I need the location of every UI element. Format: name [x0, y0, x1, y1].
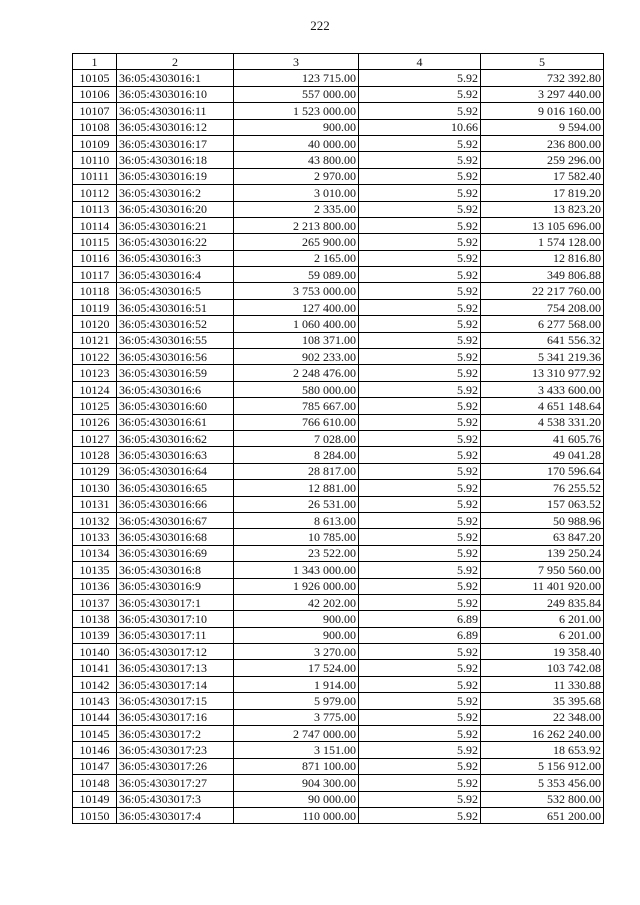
cadastral-number-cell: 36:05:4303017:12: [117, 644, 234, 660]
value-cell: 9 016 160.00: [481, 103, 604, 119]
cadastral-number-cell: 36:05:4303016:18: [117, 152, 234, 168]
row-number-cell: 10124: [73, 381, 117, 397]
area-cell: 59 089.00: [234, 267, 359, 283]
area-cell: 17 524.00: [234, 660, 359, 676]
area-cell: 7 028.00: [234, 430, 359, 446]
area-cell: 10 785.00: [234, 529, 359, 545]
rate-cell: 5.92: [359, 86, 481, 102]
rate-cell: 5.92: [359, 447, 481, 463]
table-row: [73, 709, 604, 725]
table-row: [73, 316, 604, 332]
row-number-cell: 10116: [73, 250, 117, 266]
cadastral-number-cell: 36:05:4303017:13: [117, 660, 234, 676]
rate-cell: 6.89: [359, 627, 481, 643]
rate-cell: 5.92: [359, 217, 481, 233]
row-number-cell: 10129: [73, 463, 117, 479]
rate-cell: 5.92: [359, 742, 481, 758]
cadastral-number-cell: 36:05:4303016:62: [117, 430, 234, 446]
cadastral-number-cell: 36:05:4303017:27: [117, 775, 234, 791]
area-cell: 2 335.00: [234, 201, 359, 217]
row-number-cell: 10120: [73, 316, 117, 332]
value-cell: 3 297 440.00: [481, 86, 604, 102]
row-number-cell: 10113: [73, 201, 117, 217]
rate-cell: 5.92: [359, 234, 481, 250]
table-row: [73, 758, 604, 774]
rate-cell: 5.92: [359, 267, 481, 283]
rate-cell: 5.92: [359, 644, 481, 660]
table-row: [73, 201, 604, 217]
value-cell: 6 277 568.00: [481, 316, 604, 332]
area-cell: 871 100.00: [234, 758, 359, 774]
area-cell: 904 300.00: [234, 775, 359, 791]
table-row: [73, 529, 604, 545]
cadastral-number-cell: 36:05:4303016:61: [117, 414, 234, 430]
table-row: [73, 447, 604, 463]
area-cell: 3 775.00: [234, 709, 359, 725]
table-body: [73, 70, 604, 824]
area-cell: 265 900.00: [234, 234, 359, 250]
table-row: [73, 791, 604, 807]
row-number-cell: 10119: [73, 299, 117, 315]
table-row: [73, 480, 604, 496]
row-number-cell: 10105: [73, 70, 117, 86]
table-row: [73, 414, 604, 430]
rate-cell: 5.92: [359, 562, 481, 578]
rate-cell: 5.92: [359, 201, 481, 217]
rate-cell: 5.92: [359, 693, 481, 709]
area-cell: 3 151.00: [234, 742, 359, 758]
area-cell: 2 970.00: [234, 168, 359, 184]
row-number-cell: 10147: [73, 758, 117, 774]
value-cell: 157 063.52: [481, 496, 604, 512]
value-cell: 50 988.96: [481, 512, 604, 528]
table-row: [73, 430, 604, 446]
table-row: [73, 611, 604, 627]
rate-cell: 5.92: [359, 299, 481, 315]
value-cell: 4 538 331.20: [481, 414, 604, 430]
row-number-cell: 10146: [73, 742, 117, 758]
rate-cell: 5.92: [359, 70, 481, 86]
table-row: [73, 103, 604, 119]
cadastral-number-cell: 36:05:4303017:26: [117, 758, 234, 774]
table-row: [73, 267, 604, 283]
table-row: [73, 381, 604, 397]
cadastral-number-cell: 36:05:4303016:1: [117, 70, 234, 86]
cadastral-number-cell: 36:05:4303016:2: [117, 185, 234, 201]
area-cell: 123 715.00: [234, 70, 359, 86]
row-number-cell: 10131: [73, 496, 117, 512]
column-header-1: 1: [73, 54, 117, 70]
row-number-cell: 10145: [73, 726, 117, 742]
table-row: [73, 726, 604, 742]
rate-cell: 5.92: [359, 349, 481, 365]
table-row: [73, 168, 604, 184]
value-cell: 35 395.68: [481, 693, 604, 709]
value-cell: 6 201.00: [481, 611, 604, 627]
row-number-cell: 10125: [73, 398, 117, 414]
area-cell: 557 000.00: [234, 86, 359, 102]
table-row: [73, 299, 604, 315]
cadastral-value-table: [72, 53, 604, 824]
table-row: [73, 365, 604, 381]
row-number-cell: 10132: [73, 512, 117, 528]
cadastral-number-cell: 36:05:4303016:6: [117, 381, 234, 397]
cadastral-number-cell: 36:05:4303017:15: [117, 693, 234, 709]
area-cell: 580 000.00: [234, 381, 359, 397]
cadastral-number-cell: 36:05:4303016:64: [117, 463, 234, 479]
table-row: [73, 594, 604, 610]
rate-cell: 10.66: [359, 119, 481, 135]
value-cell: 3 433 600.00: [481, 381, 604, 397]
row-number-cell: 10106: [73, 86, 117, 102]
cadastral-number-cell: 36:05:4303016:60: [117, 398, 234, 414]
cadastral-number-cell: 36:05:4303016:59: [117, 365, 234, 381]
area-cell: 3 753 000.00: [234, 283, 359, 299]
cadastral-number-cell: 36:05:4303017:1: [117, 594, 234, 610]
rate-cell: 6.89: [359, 611, 481, 627]
value-cell: 754 208.00: [481, 299, 604, 315]
area-cell: 785 667.00: [234, 398, 359, 414]
row-number-cell: 10123: [73, 365, 117, 381]
value-cell: 22 348.00: [481, 709, 604, 725]
rate-cell: 5.92: [359, 512, 481, 528]
rate-cell: 5.92: [359, 676, 481, 692]
value-cell: 7 950 560.00: [481, 562, 604, 578]
rate-cell: 5.92: [359, 365, 481, 381]
rate-cell: 5.92: [359, 775, 481, 791]
row-number-cell: 10150: [73, 807, 117, 823]
area-cell: 26 531.00: [234, 496, 359, 512]
cadastral-number-cell: 36:05:4303016:65: [117, 480, 234, 496]
table-row: [73, 512, 604, 528]
value-cell: 5 156 912.00: [481, 758, 604, 774]
area-cell: 127 400.00: [234, 299, 359, 315]
value-cell: 16 262 240.00: [481, 726, 604, 742]
row-number-cell: 10136: [73, 578, 117, 594]
cadastral-number-cell: 36:05:4303016:10: [117, 86, 234, 102]
value-cell: 5 341 219.36: [481, 349, 604, 365]
cadastral-number-cell: 36:05:4303017:23: [117, 742, 234, 758]
cadastral-number-cell: 36:05:4303016:69: [117, 545, 234, 561]
table-row: [73, 742, 604, 758]
rate-cell: 5.92: [359, 398, 481, 414]
cadastral-number-cell: 36:05:4303016:63: [117, 447, 234, 463]
area-cell: 900.00: [234, 627, 359, 643]
value-cell: 22 217 760.00: [481, 283, 604, 299]
row-number-cell: 10112: [73, 185, 117, 201]
table-row: [73, 152, 604, 168]
cadastral-number-cell: 36:05:4303016:22: [117, 234, 234, 250]
row-number-cell: 10109: [73, 135, 117, 151]
rate-cell: 5.92: [359, 103, 481, 119]
value-cell: 19 358.40: [481, 644, 604, 660]
cadastral-number-cell: 36:05:4303016:11: [117, 103, 234, 119]
rate-cell: 5.92: [359, 283, 481, 299]
rate-cell: 5.92: [359, 578, 481, 594]
cadastral-number-cell: 36:05:4303016:67: [117, 512, 234, 528]
row-number-cell: 10148: [73, 775, 117, 791]
area-cell: 900.00: [234, 611, 359, 627]
value-cell: 651 200.00: [481, 807, 604, 823]
row-number-cell: 10144: [73, 709, 117, 725]
rate-cell: 5.92: [359, 758, 481, 774]
row-number-cell: 10128: [73, 447, 117, 463]
table-row: [73, 217, 604, 233]
column-header-5: 5: [481, 54, 604, 70]
value-cell: 259 296.00: [481, 152, 604, 168]
cadastral-number-cell: 36:05:4303016:8: [117, 562, 234, 578]
cadastral-number-cell: 36:05:4303016:9: [117, 578, 234, 594]
value-cell: 349 806.88: [481, 267, 604, 283]
table-row: [73, 398, 604, 414]
value-cell: 170 596.64: [481, 463, 604, 479]
rate-cell: 5.92: [359, 381, 481, 397]
area-cell: 42 202.00: [234, 594, 359, 610]
row-number-cell: 10137: [73, 594, 117, 610]
rate-cell: 5.92: [359, 791, 481, 807]
row-number-cell: 10127: [73, 430, 117, 446]
cadastral-number-cell: 36:05:4303016:3: [117, 250, 234, 266]
table-row: [73, 349, 604, 365]
table-row: [73, 644, 604, 660]
value-cell: 6 201.00: [481, 627, 604, 643]
row-number-cell: 10141: [73, 660, 117, 676]
cadastral-number-cell: 36:05:4303017:3: [117, 791, 234, 807]
cadastral-number-cell: 36:05:4303016:56: [117, 349, 234, 365]
cadastral-number-cell: 36:05:4303017:4: [117, 807, 234, 823]
value-cell: 9 594.00: [481, 119, 604, 135]
row-number-cell: 10140: [73, 644, 117, 660]
area-cell: 900.00: [234, 119, 359, 135]
row-number-cell: 10115: [73, 234, 117, 250]
cadastral-number-cell: 36:05:4303016:5: [117, 283, 234, 299]
row-number-cell: 10107: [73, 103, 117, 119]
table-row: [73, 775, 604, 791]
area-cell: 8 284.00: [234, 447, 359, 463]
table-row: [73, 807, 604, 823]
value-cell: 139 250.24: [481, 545, 604, 561]
table-row: [73, 660, 604, 676]
value-cell: 13 310 977.92: [481, 365, 604, 381]
page-number: 222: [310, 18, 330, 33]
rate-cell: 5.92: [359, 135, 481, 151]
table-row: [73, 332, 604, 348]
rate-cell: 5.92: [359, 594, 481, 610]
table-row: [73, 119, 604, 135]
area-cell: 110 000.00: [234, 807, 359, 823]
cadastral-number-cell: 36:05:4303016:52: [117, 316, 234, 332]
value-cell: 103 742.08: [481, 660, 604, 676]
value-cell: 1 574 128.00: [481, 234, 604, 250]
row-number-cell: 10134: [73, 545, 117, 561]
area-cell: 1 926 000.00: [234, 578, 359, 594]
cadastral-number-cell: 36:05:4303016:19: [117, 168, 234, 184]
area-cell: 5 979.00: [234, 693, 359, 709]
value-cell: 11 330.88: [481, 676, 604, 692]
area-cell: 8 613.00: [234, 512, 359, 528]
cadastral-number-cell: 36:05:4303016:21: [117, 217, 234, 233]
header-row: [73, 54, 604, 70]
value-cell: 13 823.20: [481, 201, 604, 217]
rate-cell: 5.92: [359, 316, 481, 332]
rate-cell: 5.92: [359, 463, 481, 479]
row-number-cell: 10139: [73, 627, 117, 643]
area-cell: 40 000.00: [234, 135, 359, 151]
column-header-4: 4: [359, 54, 481, 70]
rate-cell: 5.92: [359, 480, 481, 496]
value-cell: 5 353 456.00: [481, 775, 604, 791]
row-number-cell: 10138: [73, 611, 117, 627]
table-row: [73, 86, 604, 102]
area-cell: 28 817.00: [234, 463, 359, 479]
row-number-cell: 10111: [73, 168, 117, 184]
cadastral-number-cell: 36:05:4303016:4: [117, 267, 234, 283]
value-cell: 41 605.76: [481, 430, 604, 446]
row-number-cell: 10126: [73, 414, 117, 430]
row-number-cell: 10108: [73, 119, 117, 135]
area-cell: 2 165.00: [234, 250, 359, 266]
value-cell: 236 800.00: [481, 135, 604, 151]
cadastral-number-cell: 36:05:4303017:14: [117, 676, 234, 692]
table-row: [73, 676, 604, 692]
area-cell: 43 800.00: [234, 152, 359, 168]
rate-cell: 5.92: [359, 185, 481, 201]
area-cell: 766 610.00: [234, 414, 359, 430]
value-cell: 532 800.00: [481, 791, 604, 807]
rate-cell: 5.92: [359, 726, 481, 742]
value-cell: 63 847.20: [481, 529, 604, 545]
cadastral-number-cell: 36:05:4303017:10: [117, 611, 234, 627]
table-row: [73, 185, 604, 201]
rate-cell: 5.92: [359, 430, 481, 446]
rate-cell: 5.92: [359, 496, 481, 512]
row-number-cell: 10149: [73, 791, 117, 807]
cadastral-number-cell: 36:05:4303016:17: [117, 135, 234, 151]
area-cell: 1 523 000.00: [234, 103, 359, 119]
rate-cell: 5.92: [359, 414, 481, 430]
table-row: [73, 578, 604, 594]
value-cell: 4 651 148.64: [481, 398, 604, 414]
table-row: [73, 545, 604, 561]
area-cell: 2 747 000.00: [234, 726, 359, 742]
row-number-cell: 10130: [73, 480, 117, 496]
cadastral-number-cell: 36:05:4303016:51: [117, 299, 234, 315]
area-cell: 3 010.00: [234, 185, 359, 201]
row-number-cell: 10133: [73, 529, 117, 545]
rate-cell: 5.92: [359, 168, 481, 184]
rate-cell: 5.92: [359, 545, 481, 561]
area-cell: 2 248 476.00: [234, 365, 359, 381]
table-header: [73, 54, 604, 70]
area-cell: 2 213 800.00: [234, 217, 359, 233]
cadastral-number-cell: 36:05:4303016:68: [117, 529, 234, 545]
value-cell: 11 401 920.00: [481, 578, 604, 594]
row-number-cell: 10118: [73, 283, 117, 299]
row-number-cell: 10110: [73, 152, 117, 168]
area-cell: 12 881.00: [234, 480, 359, 496]
table-row: [73, 135, 604, 151]
value-cell: 12 816.80: [481, 250, 604, 266]
row-number-cell: 10117: [73, 267, 117, 283]
row-number-cell: 10121: [73, 332, 117, 348]
row-number-cell: 10135: [73, 562, 117, 578]
value-cell: 249 835.84: [481, 594, 604, 610]
value-cell: 13 105 696.00: [481, 217, 604, 233]
rate-cell: 5.92: [359, 152, 481, 168]
value-cell: 49 041.28: [481, 447, 604, 463]
area-cell: 902 233.00: [234, 349, 359, 365]
value-cell: 76 255.52: [481, 480, 604, 496]
cadastral-number-cell: 36:05:4303017:11: [117, 627, 234, 643]
row-number-cell: 10114: [73, 217, 117, 233]
area-cell: 1 060 400.00: [234, 316, 359, 332]
column-header-3: 3: [234, 54, 359, 70]
cadastral-number-cell: 36:05:4303016:20: [117, 201, 234, 217]
cadastral-number-cell: 36:05:4303017:16: [117, 709, 234, 725]
rate-cell: 5.92: [359, 709, 481, 725]
rate-cell: 5.92: [359, 660, 481, 676]
table-row: [73, 283, 604, 299]
value-cell: 17 582.40: [481, 168, 604, 184]
area-cell: 1 914.00: [234, 676, 359, 692]
table-row: [73, 234, 604, 250]
area-cell: 1 343 000.00: [234, 562, 359, 578]
table-row: [73, 496, 604, 512]
value-cell: 641 556.32: [481, 332, 604, 348]
table-row: [73, 627, 604, 643]
rate-cell: 5.92: [359, 807, 481, 823]
row-number-cell: 10122: [73, 349, 117, 365]
rate-cell: 5.92: [359, 529, 481, 545]
table-row: [73, 463, 604, 479]
cadastral-number-cell: 36:05:4303017:2: [117, 726, 234, 742]
table-row: [73, 562, 604, 578]
area-cell: 108 371.00: [234, 332, 359, 348]
row-number-cell: 10143: [73, 693, 117, 709]
area-cell: 3 270.00: [234, 644, 359, 660]
cadastral-number-cell: 36:05:4303016:66: [117, 496, 234, 512]
cadastral-number-cell: 36:05:4303016:12: [117, 119, 234, 135]
area-cell: 90 000.00: [234, 791, 359, 807]
area-cell: 23 522.00: [234, 545, 359, 561]
table-row: [73, 693, 604, 709]
cadastral-number-cell: 36:05:4303016:55: [117, 332, 234, 348]
table-row: [73, 70, 604, 86]
row-number-cell: 10142: [73, 676, 117, 692]
column-header-2: 2: [117, 54, 234, 70]
value-cell: 732 392.80: [481, 70, 604, 86]
value-cell: 17 819.20: [481, 185, 604, 201]
table-row: [73, 250, 604, 266]
rate-cell: 5.92: [359, 250, 481, 266]
rate-cell: 5.92: [359, 332, 481, 348]
value-cell: 18 653.92: [481, 742, 604, 758]
